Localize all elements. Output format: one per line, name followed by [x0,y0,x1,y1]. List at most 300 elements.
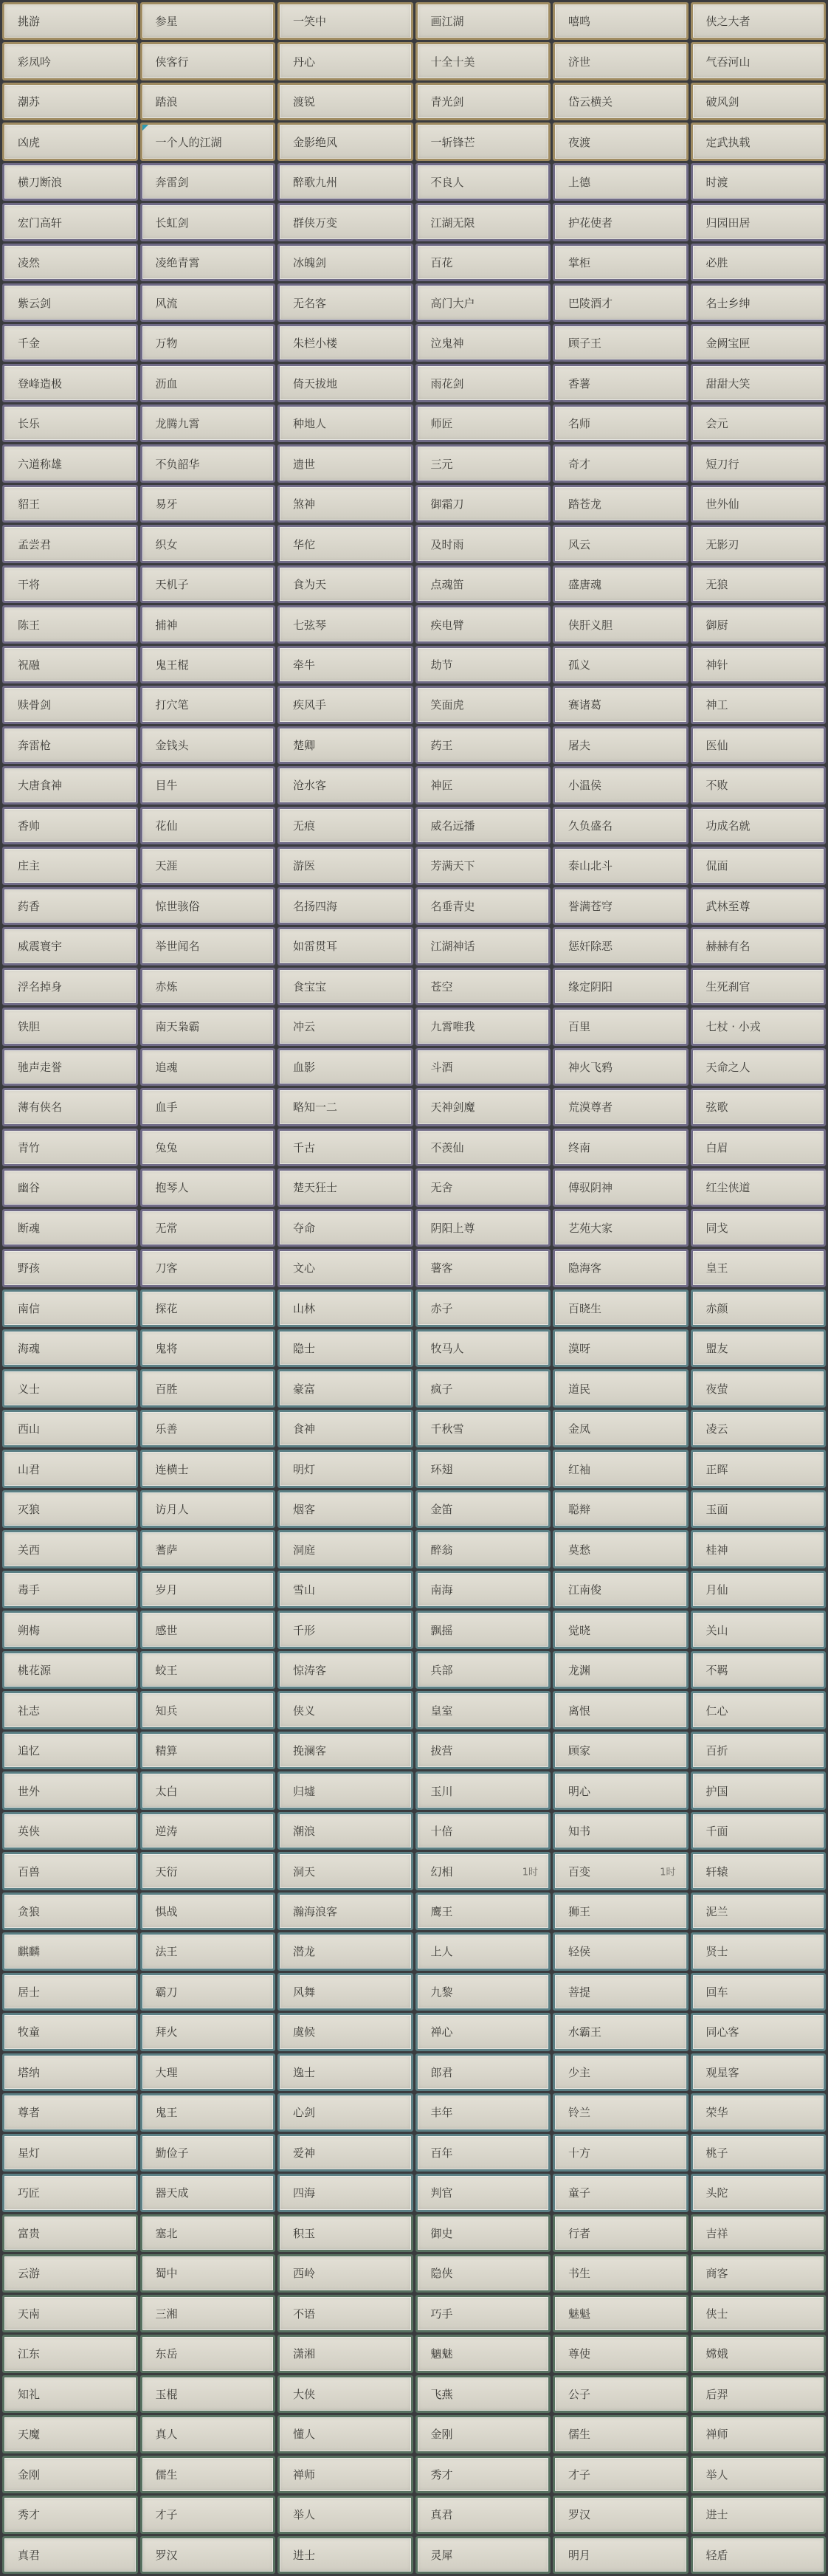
title-tile[interactable] [2,1571,138,1608]
title-tile[interactable] [691,1168,827,1206]
title-tile[interactable] [2,2415,138,2453]
title-tile[interactable] [2,2134,138,2172]
title-tile[interactable] [553,42,689,80]
title-tile[interactable] [2,1893,138,1930]
title-tile[interactable] [2,1168,138,1206]
title-tile[interactable] [2,1048,138,1086]
title-tile[interactable] [277,1732,413,1769]
title-tile[interactable] [140,2,276,40]
title-tile[interactable] [2,968,138,1005]
title-tile[interactable] [691,2456,827,2493]
title-tile[interactable] [140,1893,276,1930]
title-tile[interactable] [691,1812,827,1850]
title-tile[interactable] [140,1812,276,1850]
title-tile[interactable] [691,2053,827,2091]
title-tile[interactable] [691,203,827,241]
title-tile[interactable] [140,1651,276,1689]
title-tile[interactable] [691,1893,827,1930]
title-tile[interactable] [691,444,827,482]
title-tile[interactable] [691,485,827,523]
title-tile[interactable] [415,1852,551,1890]
title-tile[interactable] [553,1048,689,1086]
title-tile[interactable] [691,1691,827,1729]
title-tile[interactable] [415,1088,551,1126]
title-tile[interactable] [2,1410,138,1447]
title-tile[interactable] [2,1771,138,1809]
title-tile[interactable] [553,1209,689,1247]
title-tile[interactable] [2,1732,138,1769]
title-tile[interactable] [2,766,138,804]
title-tile[interactable] [553,444,689,482]
title-tile[interactable] [415,887,551,925]
title-tile[interactable] [691,1771,827,1809]
title-tile[interactable] [553,1410,689,1447]
title-tile[interactable] [415,485,551,523]
title-tile[interactable] [277,1530,413,1568]
title-tile[interactable] [277,2214,413,2252]
title-tile[interactable] [2,2335,138,2372]
title-tile[interactable] [2,2536,138,2574]
title-tile[interactable] [553,485,689,523]
title-tile[interactable] [277,324,413,362]
title-tile[interactable] [553,2536,689,2574]
title-tile[interactable] [415,404,551,442]
title-tile[interactable] [140,2536,276,2574]
title-tile[interactable] [553,404,689,442]
title-tile[interactable] [277,2375,413,2413]
title-tile[interactable] [277,485,413,523]
title-tile[interactable] [2,1249,138,1287]
title-tile[interactable] [415,1651,551,1689]
title-tile[interactable] [2,1530,138,1568]
title-tile[interactable] [140,525,276,562]
title-tile[interactable] [415,1812,551,1850]
title-tile[interactable] [691,1008,827,1045]
title-tile[interactable] [2,1812,138,1850]
title-tile[interactable] [2,2053,138,2091]
title-tile[interactable] [140,123,276,160]
title-tile[interactable] [553,364,689,402]
title-tile[interactable] [691,1048,827,1086]
title-tile[interactable] [140,324,276,362]
title-tile[interactable] [415,1932,551,1970]
title-tile[interactable] [415,1008,551,1045]
title-tile[interactable] [277,1369,413,1407]
title-tile[interactable] [415,525,551,562]
title-tile[interactable] [277,927,413,965]
title-tile[interactable] [277,1812,413,1850]
title-tile[interactable] [140,1691,276,1729]
title-tile[interactable] [553,2254,689,2292]
title-tile[interactable] [2,1289,138,1327]
title-tile[interactable] [140,2415,276,2453]
title-tile[interactable] [140,1048,276,1086]
title-tile[interactable] [277,2174,413,2211]
title-tile[interactable] [140,927,276,965]
title-tile[interactable] [415,203,551,241]
title-tile[interactable] [553,163,689,201]
title-tile[interactable] [415,726,551,764]
title-tile[interactable] [553,646,689,683]
title-tile[interactable] [553,887,689,925]
title-tile[interactable] [277,646,413,683]
title-tile[interactable] [691,605,827,643]
title-tile[interactable] [415,2214,551,2252]
title-tile[interactable] [553,1571,689,1608]
title-tile[interactable] [140,1249,276,1287]
title-tile[interactable] [277,1129,413,1166]
title-tile[interactable] [140,2093,276,2131]
title-tile[interactable] [140,1571,276,1608]
title-tile[interactable] [277,1249,413,1287]
title-tile[interactable] [415,1168,551,1206]
title-tile[interactable] [691,1852,827,1890]
title-tile[interactable] [277,1771,413,1809]
title-tile[interactable] [140,2496,276,2533]
title-tile[interactable] [277,2,413,40]
title-tile[interactable] [2,123,138,160]
title-tile[interactable] [415,807,551,844]
title-tile[interactable] [277,1852,413,1890]
title-tile[interactable] [691,324,827,362]
title-tile[interactable] [277,1008,413,1045]
title-tile[interactable] [140,807,276,844]
title-tile[interactable] [691,244,827,281]
title-tile[interactable] [277,1611,413,1648]
title-tile[interactable] [277,283,413,321]
title-tile[interactable] [691,766,827,804]
title-tile[interactable] [277,1088,413,1126]
title-tile[interactable] [2,1088,138,1126]
title-tile[interactable] [415,1410,551,1447]
title-tile[interactable] [553,766,689,804]
title-tile[interactable] [2,726,138,764]
title-tile[interactable] [140,686,276,723]
title-tile[interactable] [277,2093,413,2131]
title-tile[interactable] [2,927,138,965]
title-tile[interactable] [415,2496,551,2533]
title-tile[interactable] [277,2254,413,2292]
title-tile[interactable] [140,968,276,1005]
title-tile[interactable] [553,324,689,362]
title-tile[interactable] [140,2134,276,2172]
title-tile[interactable] [691,686,827,723]
title-tile[interactable] [2,525,138,562]
title-tile[interactable] [553,1812,689,1850]
title-tile[interactable] [415,1771,551,1809]
title-tile[interactable] [553,847,689,884]
title-tile[interactable] [691,847,827,884]
title-tile[interactable] [691,42,827,80]
title-tile[interactable] [691,1490,827,1528]
title-tile[interactable] [277,1168,413,1206]
title-tile[interactable] [415,283,551,321]
title-tile[interactable] [691,565,827,603]
title-tile[interactable] [691,1369,827,1407]
title-tile[interactable] [277,1048,413,1086]
title-tile[interactable] [415,364,551,402]
title-tile[interactable] [691,1249,827,1287]
title-tile[interactable] [2,686,138,723]
title-tile[interactable] [277,163,413,201]
title-tile[interactable] [553,2295,689,2332]
title-tile[interactable] [415,2415,551,2453]
title-tile[interactable] [691,927,827,965]
title-tile[interactable] [415,1129,551,1166]
title-tile[interactable] [415,1450,551,1487]
title-tile[interactable] [140,1088,276,1126]
title-tile[interactable] [415,163,551,201]
title-tile[interactable] [691,283,827,321]
title-tile[interactable] [277,565,413,603]
title-tile[interactable] [140,1973,276,2011]
title-tile[interactable] [140,444,276,482]
title-tile[interactable] [140,605,276,643]
title-tile[interactable] [140,1771,276,1809]
title-tile[interactable] [415,2335,551,2372]
title-tile[interactable] [2,887,138,925]
title-tile[interactable] [553,1852,689,1890]
title-tile[interactable] [553,565,689,603]
title-tile[interactable] [2,1490,138,1528]
title-tile[interactable] [691,163,827,201]
title-tile[interactable] [691,887,827,925]
title-tile[interactable] [553,1932,689,1970]
title-tile[interactable] [140,163,276,201]
title-tile[interactable] [553,1008,689,1045]
title-tile[interactable] [415,2295,551,2332]
title-tile[interactable] [140,2174,276,2211]
title-tile[interactable] [691,1973,827,2011]
title-tile[interactable] [140,83,276,120]
title-tile[interactable] [2,2295,138,2332]
title-tile[interactable] [140,364,276,402]
title-tile[interactable] [553,1771,689,1809]
title-tile[interactable] [415,2456,551,2493]
title-tile[interactable] [277,1691,413,1729]
title-tile[interactable] [553,1249,689,1287]
title-tile[interactable] [140,565,276,603]
title-tile[interactable] [140,1129,276,1166]
title-tile[interactable] [691,807,827,844]
title-tile[interactable] [2,2214,138,2252]
title-tile[interactable] [691,2174,827,2211]
title-tile[interactable] [415,927,551,965]
title-tile[interactable] [691,1410,827,1447]
title-tile[interactable] [691,1329,827,1367]
title-tile[interactable] [553,1651,689,1689]
title-tile[interactable] [140,1450,276,1487]
title-tile[interactable] [691,2013,827,2050]
title-tile[interactable] [553,1129,689,1166]
title-tile[interactable] [140,2013,276,2050]
title-tile[interactable] [277,2295,413,2332]
title-tile[interactable] [553,1611,689,1648]
title-tile[interactable] [415,605,551,643]
title-tile[interactable] [691,1450,827,1487]
title-tile[interactable] [2,444,138,482]
title-tile[interactable] [415,42,551,80]
title-tile[interactable] [140,1611,276,1648]
title-tile[interactable] [691,2536,827,2574]
title-tile[interactable] [277,1893,413,1930]
title-tile[interactable] [277,444,413,482]
title-tile[interactable] [2,2375,138,2413]
title-tile[interactable] [140,1732,276,1769]
title-tile[interactable] [553,1490,689,1528]
title-tile[interactable] [140,244,276,281]
title-tile[interactable] [415,244,551,281]
title-tile[interactable] [277,605,413,643]
title-tile[interactable] [691,404,827,442]
title-tile[interactable] [2,605,138,643]
title-tile[interactable] [2,2456,138,2493]
title-tile[interactable] [691,1289,827,1327]
title-tile[interactable] [553,1369,689,1407]
title-tile[interactable] [553,968,689,1005]
title-tile[interactable] [277,766,413,804]
title-tile[interactable] [553,1893,689,1930]
title-tile[interactable] [2,283,138,321]
title-tile[interactable] [415,1249,551,1287]
title-tile[interactable] [691,2214,827,2252]
title-tile[interactable] [415,1289,551,1327]
title-tile[interactable] [140,1530,276,1568]
title-tile[interactable] [691,646,827,683]
title-tile[interactable] [140,404,276,442]
title-tile[interactable] [415,847,551,884]
title-tile[interactable] [277,2496,413,2533]
title-tile[interactable] [415,1691,551,1729]
title-tile[interactable] [691,2415,827,2453]
title-tile[interactable] [2,847,138,884]
title-tile[interactable] [140,2254,276,2292]
title-tile[interactable] [140,646,276,683]
title-tile[interactable] [277,2456,413,2493]
title-tile[interactable] [277,123,413,160]
title-tile[interactable] [553,2214,689,2252]
title-tile[interactable] [277,1932,413,1970]
title-tile[interactable] [553,2134,689,2172]
title-tile[interactable] [2,2,138,40]
title-tile[interactable] [140,1209,276,1247]
title-tile[interactable] [2,1450,138,1487]
title-tile[interactable] [140,42,276,80]
title-tile[interactable] [691,2295,827,2332]
title-tile[interactable] [691,83,827,120]
title-tile[interactable] [277,726,413,764]
title-tile[interactable] [140,1168,276,1206]
title-tile[interactable] [277,1289,413,1327]
title-tile[interactable] [415,83,551,120]
title-tile[interactable] [2,1691,138,1729]
title-tile[interactable] [553,1732,689,1769]
title-tile[interactable] [691,2335,827,2372]
title-tile[interactable] [691,968,827,1005]
title-tile[interactable] [691,1129,827,1166]
title-tile[interactable] [553,1691,689,1729]
title-tile[interactable] [553,2093,689,2131]
title-tile[interactable] [691,2093,827,2131]
title-tile[interactable] [553,2496,689,2533]
title-tile[interactable] [691,1732,827,1769]
title-tile[interactable] [691,2,827,40]
title-tile[interactable] [415,2254,551,2292]
title-tile[interactable] [691,525,827,562]
title-tile[interactable] [553,2456,689,2493]
title-tile[interactable] [277,847,413,884]
title-tile[interactable] [277,2335,413,2372]
title-tile[interactable] [415,444,551,482]
title-tile[interactable] [140,283,276,321]
title-tile[interactable] [553,244,689,281]
title-tile[interactable] [691,364,827,402]
title-tile[interactable] [691,1932,827,1970]
title-tile[interactable] [277,525,413,562]
title-tile[interactable] [415,324,551,362]
title-tile[interactable] [2,485,138,523]
title-tile[interactable] [553,2375,689,2413]
title-tile[interactable] [2,1932,138,1970]
title-tile[interactable] [277,2415,413,2453]
title-tile[interactable] [277,1410,413,1447]
title-tile[interactable] [277,203,413,241]
title-tile[interactable] [415,123,551,160]
title-tile[interactable] [2,2174,138,2211]
title-tile[interactable] [553,2415,689,2453]
title-tile[interactable] [140,2295,276,2332]
title-tile[interactable] [2,1651,138,1689]
title-tile[interactable] [415,686,551,723]
title-tile[interactable] [553,2174,689,2211]
title-tile[interactable] [2,565,138,603]
title-tile[interactable] [277,364,413,402]
title-tile[interactable] [2,1611,138,1648]
title-tile[interactable] [553,726,689,764]
title-tile[interactable] [140,485,276,523]
title-tile[interactable] [691,1209,827,1247]
title-tile[interactable] [140,2456,276,2493]
title-tile[interactable] [2,2093,138,2131]
title-tile[interactable] [553,2013,689,2050]
title-tile[interactable] [691,1088,827,1126]
title-tile[interactable] [2,807,138,844]
title-tile[interactable] [2,83,138,120]
title-tile[interactable] [277,887,413,925]
title-tile[interactable] [415,2375,551,2413]
title-tile[interactable] [2,404,138,442]
title-tile[interactable] [277,1329,413,1367]
title-tile[interactable] [2,42,138,80]
title-tile[interactable] [415,2,551,40]
title-tile[interactable] [415,1530,551,1568]
title-tile[interactable] [277,83,413,120]
title-tile[interactable] [553,686,689,723]
title-tile[interactable] [691,2134,827,2172]
title-tile[interactable] [415,1893,551,1930]
title-tile[interactable] [2,163,138,201]
title-tile[interactable] [277,2536,413,2574]
title-tile[interactable] [2,1852,138,1890]
title-tile[interactable] [140,2214,276,2252]
title-tile[interactable] [2,364,138,402]
title-tile[interactable] [2,244,138,281]
title-tile[interactable] [415,646,551,683]
title-tile[interactable] [415,2093,551,2131]
title-tile[interactable] [691,2375,827,2413]
title-tile[interactable] [553,2053,689,2091]
title-tile[interactable] [2,1369,138,1407]
